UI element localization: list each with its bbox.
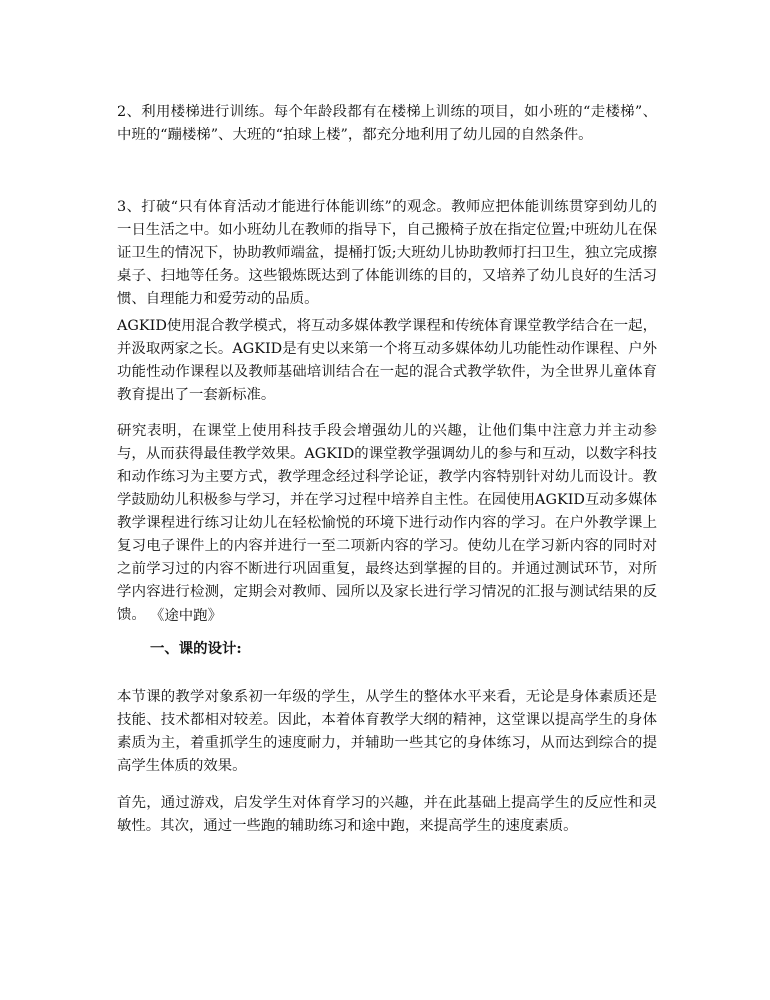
lesson-title: 《途中跑》 xyxy=(150,608,222,624)
paragraph-stair-training: 2、利用楼梯进行训练。每个年龄段都有在楼梯上训练的项目，如小班的“走楼梯”、中班的“蹦楼梯”、大班的“拍球上楼”，都充分地利用了幼儿园的自然条件。 xyxy=(117,104,657,143)
paragraph-lesson-design: 本节课的教学对象系初一年级的学生，从学生的整体水平来看，无论是身体素质还是技能、技术都相对较差。因此，本着体育教学大纲的精神，这堂课以提高学生的身体素质为主，着重抓学生的速度耐力，并辅助一些其它的身体练习，从而达到综合的提高学生体质的效果。 xyxy=(117,689,657,774)
paragraph-research-findings: 研究表明，在课堂上使用科技手段会增强幼儿的兴趣，让他们集中注意力并主动参与，从而获得最佳教学效果。AGKID的课堂教学强调幼儿的参与和互动，以数字科技和动作练习为主要方式，教学理念经过科学论证，教学内容特别针对幼儿而设计。教学鼓励幼儿积极参与学习，并在学习过程中培养自主性。在园使用AGKID互动多媒体教学课程进行练习让幼儿在轻松愉悦的环境下进行动作内容的学习。在户外教学课上复习电子课件上的内容并进行一至二项新内容的学习。使幼儿在学习新内容的同时对之前学习过的内容不断进行巩固重复，最终达到掌握的目的。并通过测试环节，对所学内容进行检测，定期会对教师、园所以及家长进行学习情况的汇报与测试结果的反馈。 xyxy=(117,423,657,623)
paragraph-agkid-blended-teaching: AGKID使用混合教学模式，将互动多媒体教学课程和传统体育课堂教学结合在一起，并汲取两家之长。AGKID是有史以来第一个将互动多媒体幼儿功能性动作课程、户外功能性动作课程以及教师基础培训结合在一起的混合式教学软件，为全世界儿童体育教育提出了一套新标准。 xyxy=(117,318,657,403)
paragraph-lesson-approach: 首先，通过游戏，启发学生对体育学习的兴趣，并在此基础上提高学生的反应性和灵敏性。其次，通过一些跑的辅助练习和途中跑，来提高学生的速度素质。 xyxy=(117,795,657,834)
section-heading: 一、课的设计: xyxy=(150,640,242,657)
paragraph-daily-fitness: 3、打破“只有体育活动才能进行体能训练”的观念。教师应把体能训练贯穿到幼儿的一日生活之中。如小班幼儿在教师的指导下，自己搬椅子放在指定位置;中班幼儿在保证卫生的情况下，协助教师端盆，提桶打饭;大班幼儿协助教师打扫卫生，独立完成擦桌子、扫地等任务。这些锻炼既达到了体能训练的目的，又培养了幼儿良好的生活习惯、自理能力和爱劳动的品质。 xyxy=(117,199,657,307)
